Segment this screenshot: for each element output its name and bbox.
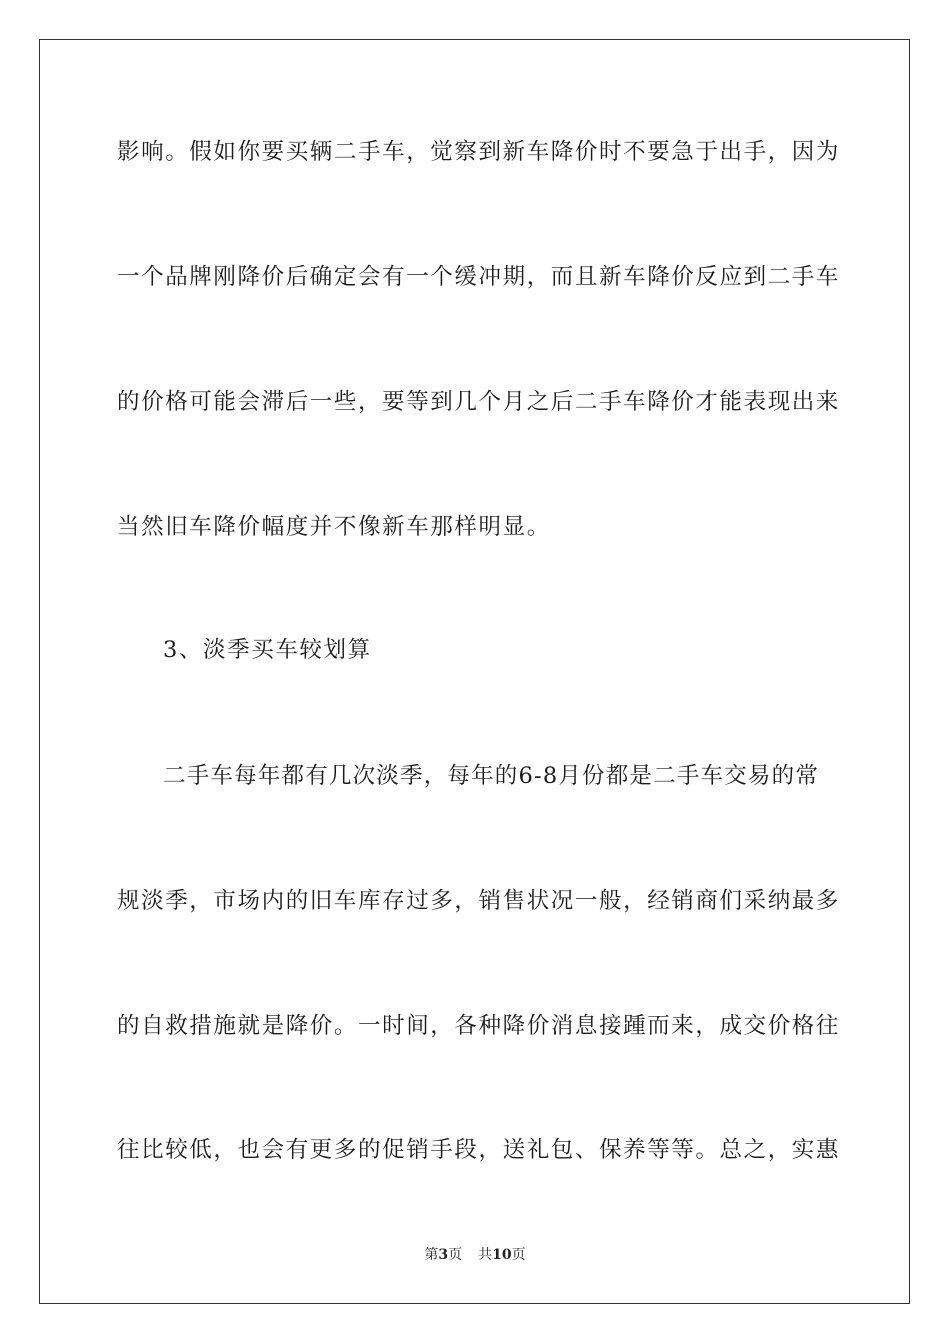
paragraph-line-2: 一个品牌刚降价后确定会有一个缓冲期，而且新车降价反应到二手车	[117, 264, 841, 290]
paragraph-line-4: 当然旧车降价幅度并不像新车那样明显。	[117, 514, 551, 540]
section-heading: 3、淡季买车较划算	[163, 637, 372, 663]
footer-page-number: 3	[438, 1247, 449, 1263]
footer-page-prefix: 第	[424, 1247, 439, 1263]
footer-total-suffix: 页	[511, 1247, 526, 1263]
page-border	[39, 39, 910, 1304]
paragraph-line-5: 二手车每年都有几次淡季，每年的6-8月份都是二手车交易的常	[163, 763, 820, 789]
paragraph-line-7: 的自救措施就是降价。一时间，各种降价消息接踵而来，成交价格往	[117, 1013, 841, 1039]
paragraph-line-6: 规淡季，市场内的旧车库存过多，销售状况一般，经销商们采纳最多	[117, 888, 841, 914]
paragraph-line-8: 往比较低，也会有更多的促销手段，送礼包、保养等等。总之，实惠	[117, 1137, 841, 1163]
page-footer	[0, 1246, 950, 1264]
footer-total-prefix: 共	[478, 1247, 493, 1263]
footer-total-number: 10	[492, 1247, 512, 1263]
paragraph-line-1: 影响。假如你要买辆二手车，觉察到新车降价时不要急于出手，因为	[117, 139, 841, 165]
footer-page-suffix: 页	[448, 1247, 463, 1263]
paragraph-line-3: 的价格可能会滞后一些，要等到几个月之后二手车降价才能表现出来	[117, 389, 841, 415]
